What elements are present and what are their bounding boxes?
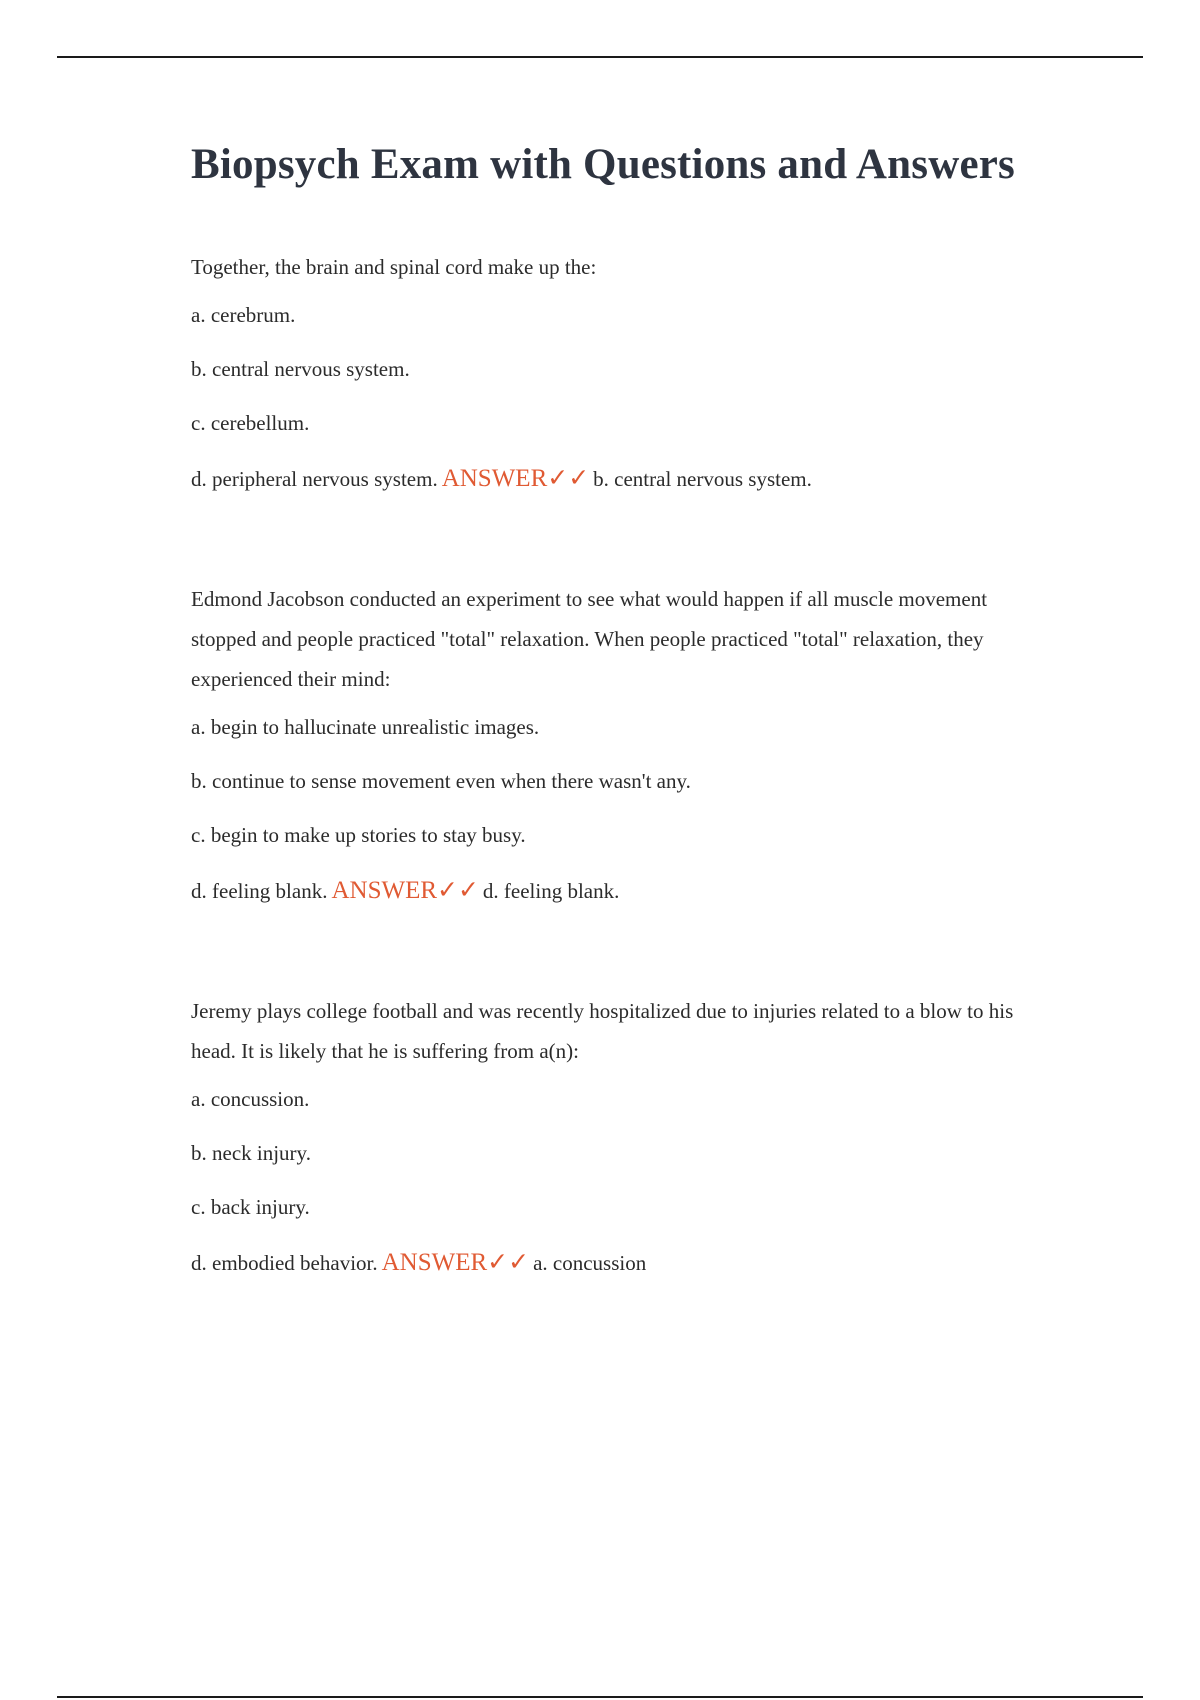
- answer-text: b. central nervous system.: [593, 467, 812, 491]
- answer-text: d. feeling blank.: [482, 879, 620, 903]
- question-stem: Together, the brain and spinal cord make up the:: [191, 255, 597, 279]
- option-c: c. back injury.: [191, 1195, 310, 1219]
- option-b: b. central nervous system.: [191, 357, 410, 381]
- page-title: Biopsych Exam with Questions and Answers: [191, 141, 1015, 188]
- answer-text: a. concussion: [533, 1251, 647, 1275]
- option-b: b. continue to sense movement even when there wasn't any.: [191, 769, 691, 793]
- option-a: a. cerebrum.: [191, 303, 296, 327]
- question-3: [191, 991, 1051, 1280]
- question-1: [191, 247, 1051, 496]
- bottom-rule: [57, 1696, 1143, 1698]
- question-2: [191, 579, 1051, 908]
- option-d: d. embodied behavior.: [191, 1251, 378, 1275]
- option-d: d. peripheral nervous system.: [191, 467, 438, 491]
- option-d-with-answer: [191, 874, 1051, 908]
- answer-label: ANSWER✓✓: [331, 877, 479, 904]
- top-rule: [57, 56, 1143, 58]
- option-c: c. begin to make up stories to stay busy.: [191, 823, 526, 847]
- question-stem: Jeremy plays college football and was recently hospitalized due to injuries related to a blow to his head. It is likely that he is suffering from a(n):: [191, 999, 1014, 1063]
- option-c: c. cerebellum.: [191, 411, 310, 435]
- question-stem: Edmond Jacobson conducted an experiment to see what would happen if all muscle movement stopped and people practiced "total" relaxation. When people practiced "total" relaxation, they experienced their mind:: [191, 587, 988, 691]
- answer-label: ANSWER✓✓: [381, 1249, 530, 1276]
- answer-label: ANSWER✓✓: [441, 465, 590, 492]
- option-d: d. feeling blank.: [191, 879, 328, 903]
- option-a: a. begin to hallucinate unrealistic images.: [191, 715, 540, 739]
- option-b: b. neck injury.: [191, 1141, 311, 1165]
- option-a: a. concussion.: [191, 1087, 310, 1111]
- option-d-with-answer: [191, 1246, 1051, 1280]
- option-d-with-answer: [191, 462, 1051, 496]
- document-body: [191, 138, 1051, 1363]
